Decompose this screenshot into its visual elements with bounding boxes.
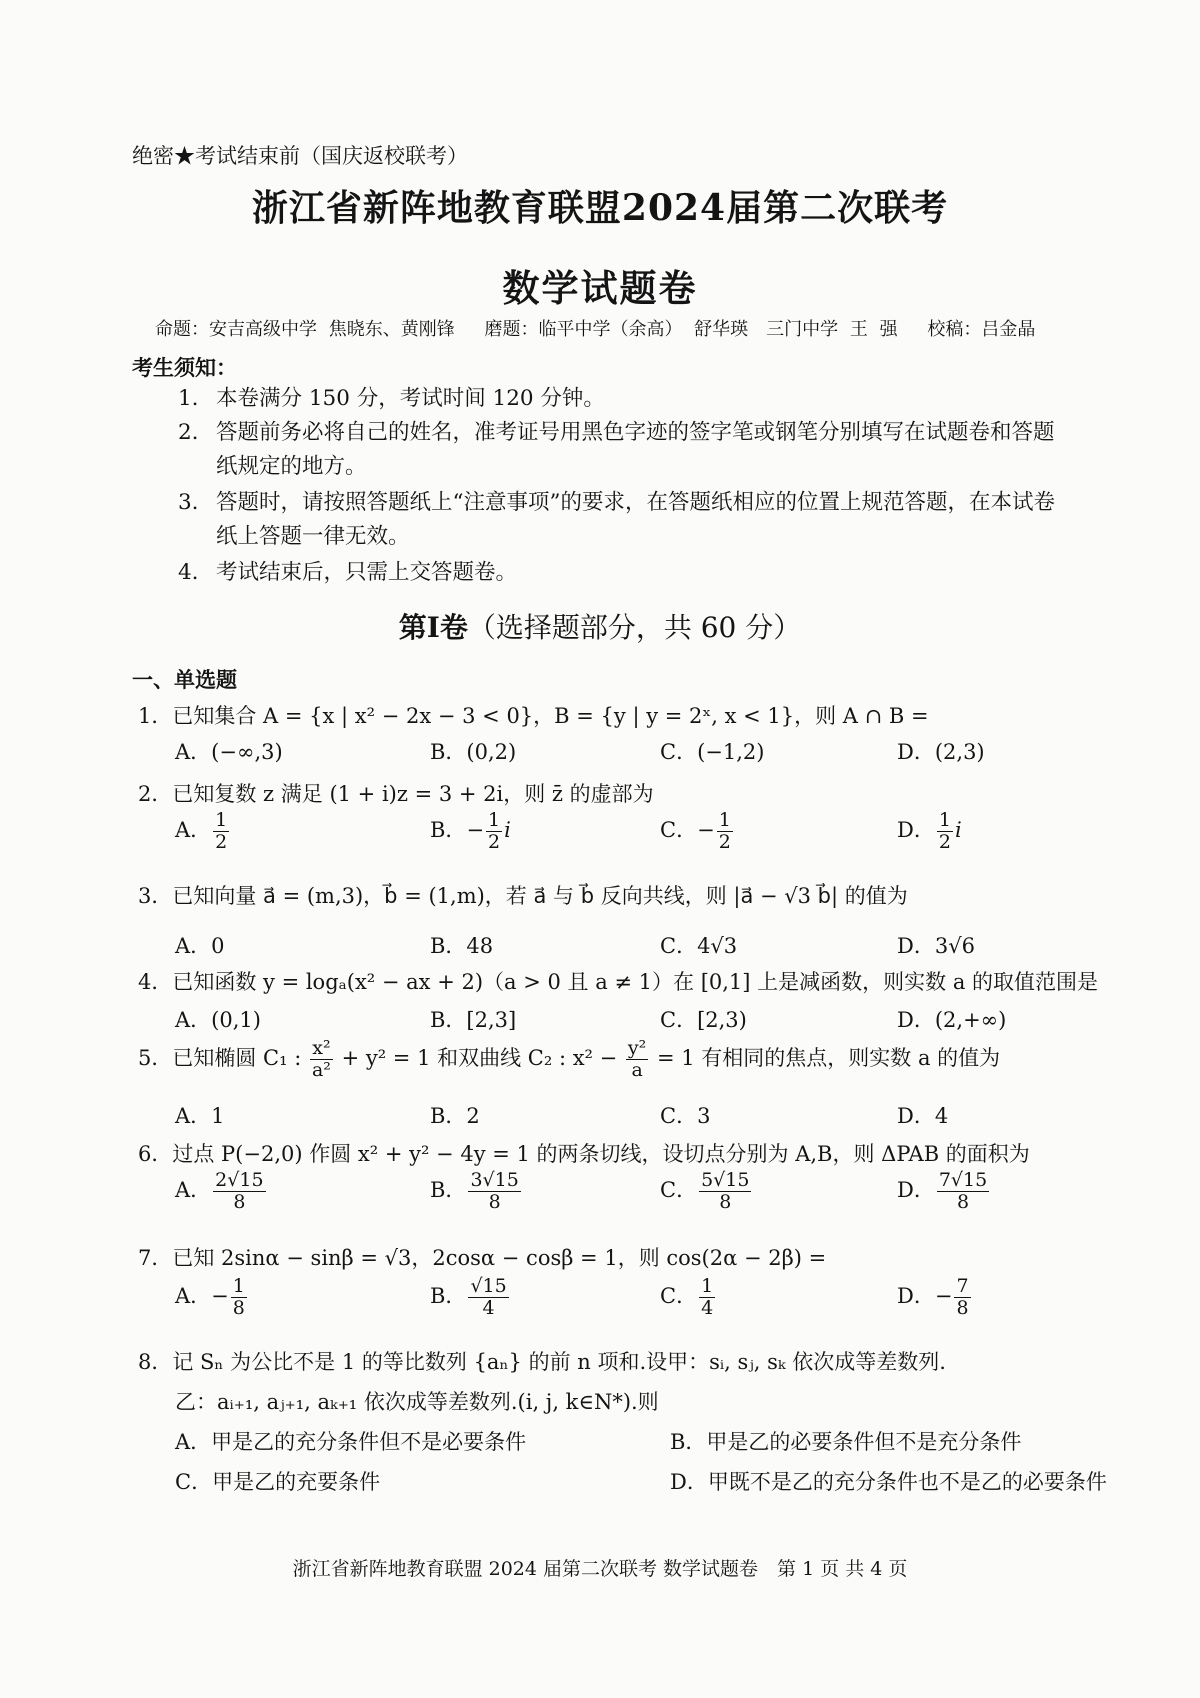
- authors-line: 命题：安吉高级中学 焦晓东、黄刚锋 磨题：临平中学（余高） 舒华瑛 三门中学 王 强 校稿：吕金晶: [155, 319, 1036, 340]
- question-2-option-a: A． $\frac{1}{2}$: [175, 809, 228, 853]
- question-3-option-b: B．48: [430, 934, 494, 958]
- question-5-option-c: C．3: [660, 1104, 711, 1128]
- question-1-option-a: A．(−∞,3): [175, 740, 283, 764]
- page-footer: 浙江省新阵地教育联盟 2024 届第二次联考 数学试题卷 第 1 页 共 4 页: [292, 1558, 908, 1580]
- exam-subtitle: 数学试题卷: [502, 266, 698, 310]
- question-3-stem: 3．已知向量 a⃗ = (m,3)，b⃗ = (1,m)，若 a⃗ 与 b⃗ 反向共线，则 |a⃗ − √3 b⃗| 的值为: [138, 884, 908, 908]
- notice-item: 3. 答题时，请按照答题纸上“注意事项”的要求，在答题纸相应的位置上规范答题，在本试卷 纸上答题一律无效。: [178, 490, 1055, 549]
- question-8-stem: 8．记 Sₙ 为公比不是 1 的等比数列 {aₙ} 的前 n 项和.设甲：sᵢ, sⱼ, sₖ 依次成等差数列.: [138, 1350, 946, 1374]
- notice-item: 4. 考试结束后，只需上交答题卷。: [178, 560, 518, 585]
- question-4-option-b: B．[2,3]: [430, 1008, 517, 1032]
- question-1-stem: 1．已知集合 A = {x | x² − 2x − 3 < 0}，B = {y | y = 2ˣ, x < 1}，则 A ∩ B =: [138, 704, 929, 728]
- question-7-option-b: B． $\frac{√15}{4}$: [430, 1275, 507, 1319]
- question-2-option-b: B．− $\frac{1}{2}$ i: [430, 809, 511, 853]
- question-4-option-c: C．[2,3): [660, 1008, 747, 1032]
- question-5-stem: 5．已知椭圆 C₁ : $\frac{\text{x²}}{\text{a²}}$ + y² = 1 和双曲线 C₂ : x² − $\frac{\text{y²}}{a}$ = 1 有相同的焦点，则实数 a 的值为: [138, 1037, 1001, 1081]
- question-3-option-c: C．4√3: [660, 934, 738, 958]
- question-4-option-a: A．(0,1): [175, 1008, 261, 1032]
- question-7-option-d: D．− $\frac{7}{8}$: [897, 1275, 969, 1319]
- part-heading: 第Ⅰ卷（选择题部分，共 60 分）: [398, 611, 802, 644]
- question-5-option-b: B．2: [430, 1104, 480, 1128]
- question-5-option-d: D．4: [897, 1104, 949, 1128]
- question-8-option-b: B．甲是乙的必要条件但不是充分条件: [670, 1430, 1022, 1454]
- question-8-stem-continued: 乙：aᵢ₊₁, aⱼ₊₁, aₖ₊₁ 依次成等差数列.(i, j, k∈N*).则: [175, 1390, 659, 1414]
- question-6-option-c: C． $\frac{5√15}{8}$: [660, 1169, 750, 1213]
- section-heading: 一、单选题: [132, 667, 237, 692]
- notice-item: 2. 答题前务必将自己的姓名，准考证号用黑色字迹的签字笔或钢笔分别填写在试题卷和答题 纸规定的地方。: [178, 420, 1055, 479]
- question-7-option-c: C． $\frac{1}{4}$: [660, 1275, 714, 1319]
- question-8-option-c: C．甲是乙的充要条件: [175, 1470, 381, 1494]
- notice-item: 1. 本卷满分 150 分，考试时间 120 分钟。: [178, 386, 605, 411]
- question-1-option-c: C．(−1,2): [660, 740, 765, 764]
- question-4-stem: 4．已知函数 y = logₐ(x² − ax + 2)（a > 0 且 a ≠ 1）在 [0,1] 上是减函数，则实数 a 的取值范围是: [138, 970, 1099, 994]
- question-3-option-d: D．3√6: [897, 934, 975, 958]
- notice-heading: 考生须知：: [132, 355, 237, 380]
- question-6-stem: 6．过点 P(−2,0) 作圆 x² + y² − 4y = 1 的两条切线，设切点分别为 A,B，则 ΔPAB 的面积为: [138, 1142, 1030, 1166]
- question-8-option-a: A．甲是乙的充分条件但不是必要条件: [175, 1430, 527, 1454]
- question-2-option-c: C．− $\frac{1}{2}$: [660, 809, 731, 853]
- question-2-stem: 2．已知复数 z 满足 (1 + i)z = 3 + 2i，则 z̄ 的虚部为: [138, 782, 654, 806]
- exam-title: 浙江省新阵地教育联盟2024届第二次联考: [251, 187, 949, 229]
- confidential-label: 绝密★考试结束前（国庆返校联考）: [132, 144, 468, 168]
- question-2-option-d: D． $\frac{1}{2}$ i: [897, 809, 962, 853]
- question-6-option-a: A． $\frac{2√15}{8}$: [175, 1169, 264, 1213]
- question-7-option-a: A．− $\frac{1}{8}$: [175, 1275, 245, 1319]
- question-5-option-a: A．1: [175, 1104, 225, 1128]
- question-3-option-a: A．0: [175, 934, 225, 958]
- question-4-option-d: D．(2,+∞): [897, 1008, 1007, 1032]
- question-6-option-b: B． $\frac{3√15}{8}$: [430, 1169, 519, 1213]
- question-1-option-b: B．(0,2): [430, 740, 517, 764]
- question-6-option-d: D． $\frac{7√15}{8}$: [897, 1169, 988, 1213]
- question-7-stem: 7．已知 2sinα − sinβ = √3，2cosα − cosβ = 1，则 cos(2α − 2β) =: [138, 1246, 827, 1270]
- question-8-option-d: D．甲既不是乙的充分条件也不是乙的必要条件: [670, 1470, 1107, 1494]
- question-1-option-d: D．(2,3): [897, 740, 985, 764]
